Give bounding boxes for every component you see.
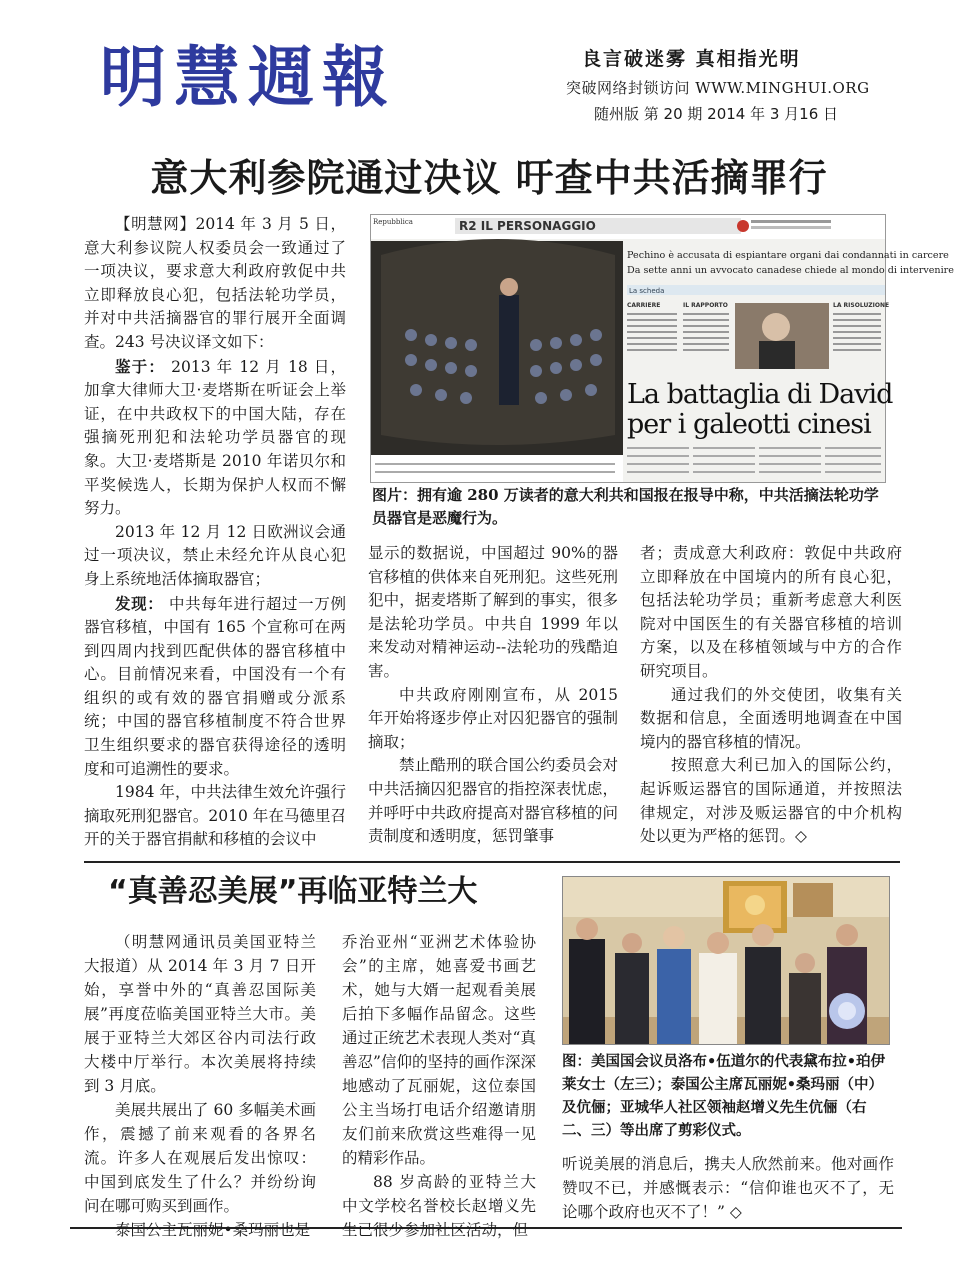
photo-headline: per i galeotti cinesi [627, 409, 871, 440]
lead-label: 发现： [115, 593, 164, 613]
main-headline: 意大利参院通过决议 吁查中共活摘罪行 [150, 156, 828, 200]
article2-title: “真善忍美展”再临亚特兰大 [108, 874, 478, 909]
paragraph: 乔治亚州“亚洲艺术体验协会”的主席，她喜爱书画艺术，她与大婿一起观看美展后拍下多幅作品留念。这些通过正统艺术表现人类对“真善忍”信仰的坚持的画作深深地感动了瓦丽妮，这位泰国公主当场打电话介绍邀请朋友们前来欣赏这些难得一见的精彩作品。 [342, 933, 536, 1167]
photo-subhead: Pechino è accusata di espiantare organi dai condannati in carcere [627, 250, 949, 261]
newspaper-clipping-photo [370, 214, 954, 483]
paragraph-text: 中共每年进行超过一万例器官移植，中国有 165 个宣称可在两到四周内找到匹配供体的器官移植中心。目前情况来看，中国没有一个有组织的或有效的器官捐赠或分派系统；中国的器官移植制度不符合世界卫生组织要求的器官获得途径的透明度和可追溯性的要求。 [84, 594, 346, 778]
paragraph [84, 592, 346, 782]
paragraph: 泰国公主瓦丽妮•桑玛丽也是 [115, 1221, 311, 1239]
section-divider [84, 861, 900, 863]
paragraph: 按照意大利已加入的国际公约，起诉贩运器官的国际通道，并按照法律规定，对涉及贩运器官的中介机构处以更为严格的惩罚。◇ [640, 756, 902, 846]
paragraph-text: 2013 年 12 月 18 日，加拿大律师大卫·麦塔斯在听证会上举证，在中共政权下的中国大陆，存在强摘死刑犯和法轮功学员器官的现象。大卫·麦塔斯是 2010 年诺贝尔和平奖候选人，长期为保护人权而不懈努力。 [84, 357, 346, 518]
article1-column-2 [368, 542, 618, 849]
paper-name: Repubblica [373, 218, 413, 226]
paragraph: 1984 年，中共法律生效允许强行摘取死刑犯器官。2010 年在马德里召开的关于器官捐献和移植的会议中 [84, 783, 346, 849]
paragraph: 中共政府刚刚宣布，从 2015 年开始将逐步停止对囚犯器官的强制摘取； [368, 685, 618, 751]
paragraph: 听说美展的消息后，携夫人欣然前来。他对画作赞叹不已，并感慨表示：“信仰谁也灭不了，无论哪个政府也灭不了！” ◇ [562, 1155, 894, 1221]
photo-headline: La battaglia di David [627, 379, 893, 410]
photo-box-title: LA RISOLUZIONE [833, 302, 890, 309]
exhibition-group-photo [562, 876, 890, 1045]
photo-subhead: Da sette anni un avvocato canadese chiede al mondo di intervenire [627, 265, 954, 276]
lead-label: 鉴于： [115, 356, 166, 376]
photo-box-title: IL RAPPORTO [683, 302, 728, 309]
article1-column-3 [640, 542, 902, 849]
paragraph: 显示的数据说，中国超过 90%的器官移植的供体来自死刑犯。这些死刑犯中，据麦塔斯了解到的事实，很多是法轮功学员。中共自 1999 年以来发动对精神运动--法轮功的残酷迫害。 [368, 544, 618, 680]
paragraph: 者；责成意大利政府：敦促中共政府立即释放在中国境内的所有良心犯，包括法轮功学员；重新考虑意大利医院对中国医生的有关器官移植的培训方案，以及在移植领域与中方的合作研究项目。 [640, 544, 902, 680]
masthead-title: 明慧週報 [100, 39, 396, 116]
website-line: 突破网络封锁访问 WWW.MINGHUI.ORG [566, 79, 870, 97]
slogan: 良言破迷雾 真相指光明 [582, 48, 801, 70]
article1-column-1 [84, 213, 346, 852]
paragraph [84, 355, 346, 521]
article2-column-2 [342, 930, 536, 1242]
paragraph: 美展共展出了 60 多幅美术画作，震撼了前来观看的各界名流。许多人在观展后发出惊叹：中国到底发生了什么？并纷纷询问在哪可购买到画作。 [84, 1101, 316, 1215]
photo-bar-label: La scheda [629, 287, 665, 295]
paragraph: （明慧网通讯员美国亚特兰大报道）从 2014 年 3 月 7 日开始，享誉中外的“真善忍国际美展”再度莅临美国亚特兰大市。美展于亚特兰大郊区谷内司法行政大楼中厅举行。本次美展将持续到 3 月底。 [84, 933, 316, 1095]
photo-caption: 图：美国国会议员洛布•伍道尔的代表黛布拉•珀伊莱女士（左三）；泰国公主席瓦丽妮•桑玛丽（中）及伉俪；亚城华人社区领袖赵增义先生伉俪（右二、三）等出席了剪彩仪式。 [562, 1053, 886, 1139]
paragraph: 2013 年 12 月 12 日欧洲议会通过一项决议，禁止未经允许从良心犯身上系统地活体摘取器官； [84, 522, 346, 588]
photo-box-title: CARRIERE [627, 302, 661, 309]
issue-line: 随州版 第 20 期 2014 年 3 月16 日 [594, 105, 839, 123]
paragraph: 禁止酷刑的联合国公约委员会对中共活摘囚犯器官的指控深表忧虑，并呼吁中共政府提高对器官移植的问责制度和透明度，惩罚肇事 [368, 756, 618, 846]
paper-section: R2 IL PERSONAGGIO [459, 219, 596, 233]
article2-column-1 [84, 930, 316, 1242]
paragraph: 通过我们的外交使团，收集有关数据和信息，全面透明地调查在中国境内的器官移植的情况。 [640, 685, 902, 751]
paragraph: 88 岁高龄的亚特兰大中文学校名誉校长赵增义先生已很少参加社区活动，但 [342, 1173, 536, 1239]
photo-caption: 图片：拥有逾 280 万读者的意大利共和国报在报导中称，中共活摘法轮功学员器官是恶魔行为。 [372, 486, 879, 527]
paragraph: 【明慧网】2014 年 3 月 5 日，意大利参议院人权委员会一致通过了一项决议，要求意大利政府敦促中共立即释放良心犯，包括法轮功学员，并对中共活摘器官的罪行展开全面调查。243 号决议译文如下： [84, 215, 346, 351]
article2-column-3 [562, 1152, 894, 1224]
